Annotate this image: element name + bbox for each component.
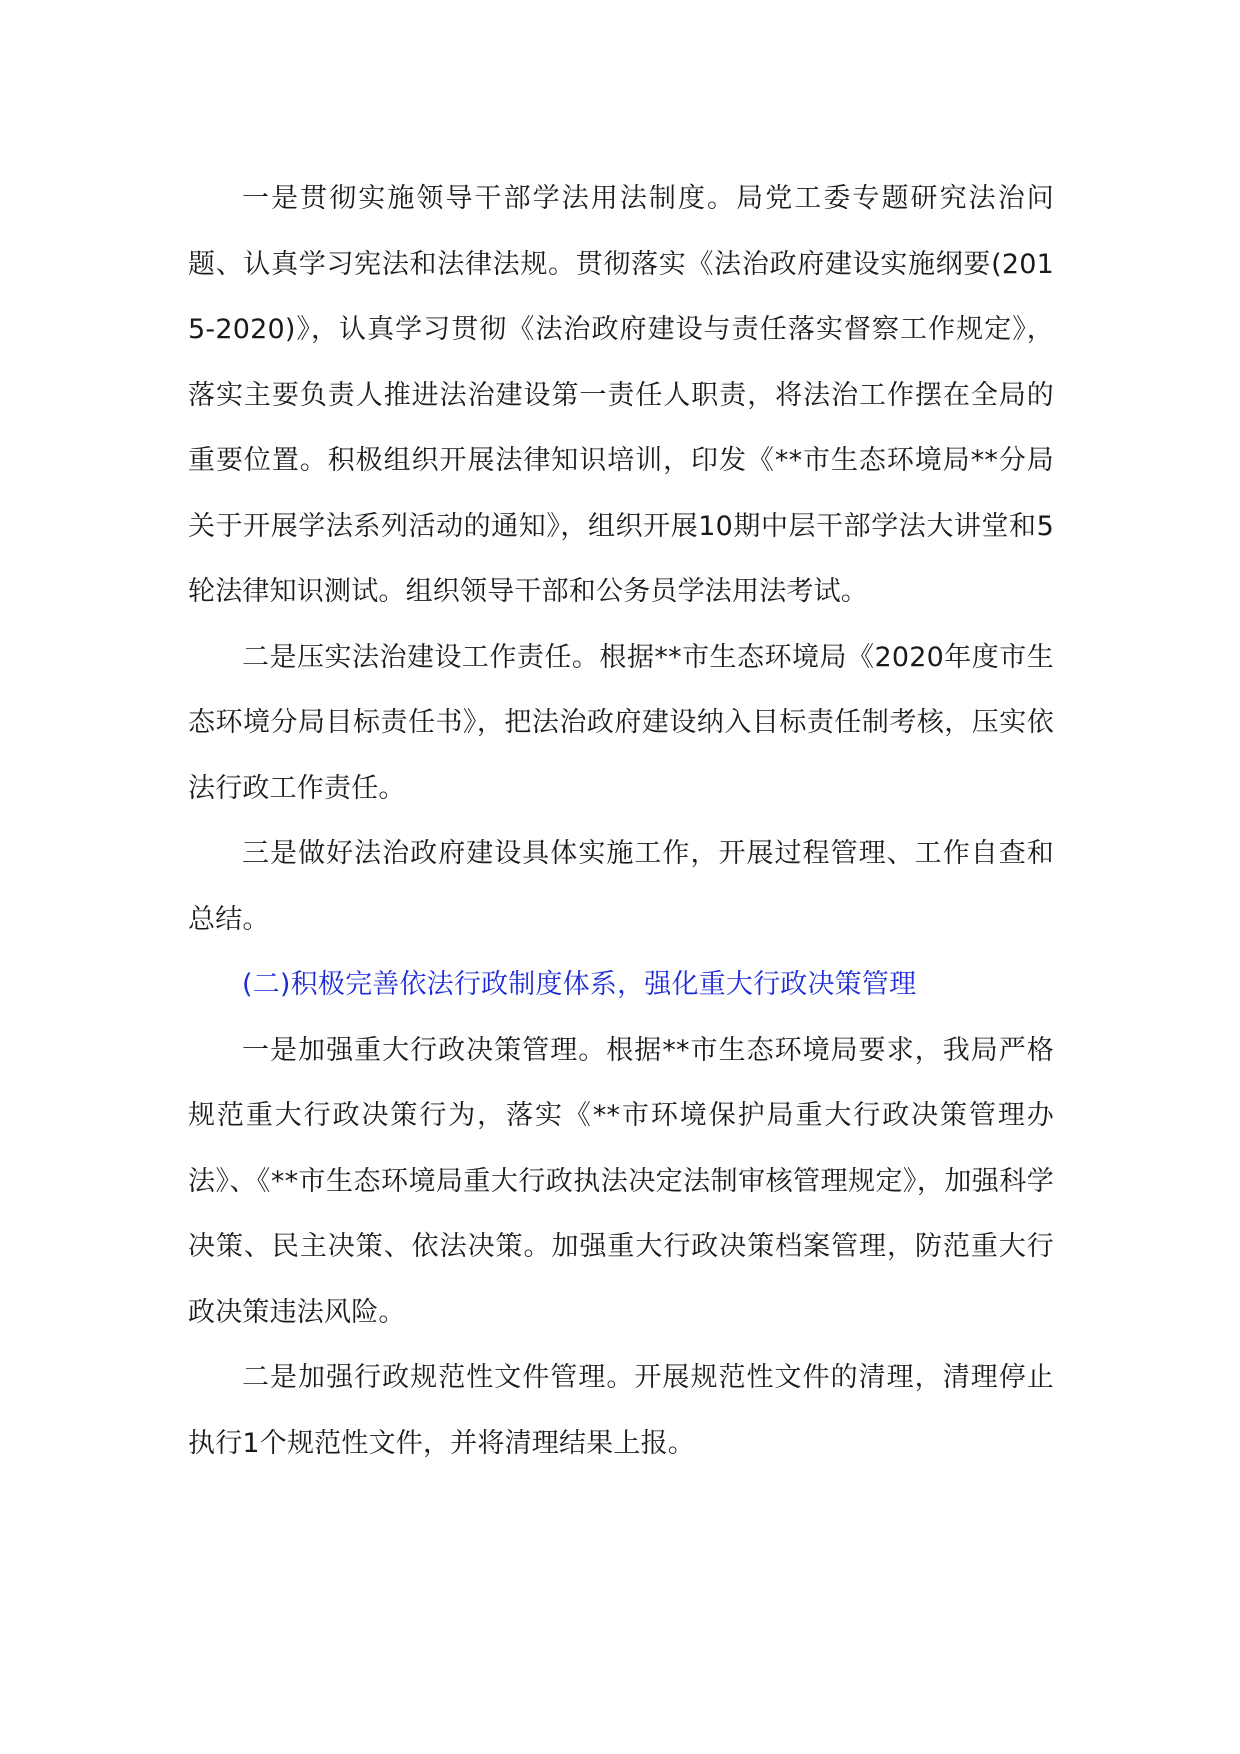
paragraph-law-responsibility: 二是压实法治建设工作责任。根据**市生态环境局《2020年度市生态环境分局目标责任书》，把法治政府建设纳入目标责任制考核，压实依法行政工作责任。 xyxy=(188,641,1054,804)
document-page xyxy=(188,166,1054,1476)
paragraph-normative-documents: 二是加强行政规范性文件管理。开展规范性文件的清理，清理停止执行1个规范性文件，并将清理结果上报。 xyxy=(188,1362,1054,1459)
paragraph-implementation-work: 三是做好法治政府建设具体实施工作，开展过程管理、工作自查和总结。 xyxy=(188,838,1054,935)
paragraph-major-decision-management: 一是加强重大行政决策管理。根据**市生态环境局要求，我局严格规范重大行政决策行为，落实《**市环境保护局重大行政决策管理办法》、《**市生态环境局重大行政执法决定法制审核管理规定》，加强科学决策、民主决策、依法决策。加强重大行政决策档案管理，防范重大行政决策违法风险。 xyxy=(188,1034,1054,1328)
section-heading-2: (二)积极完善依法行政制度体系，强化重大行政决策管理 xyxy=(242,969,917,1000)
paragraph-leader-study-law: 一是贯彻实施领导干部学法用法制度。局党工委专题研究法治问题、认真学习宪法和法律法规。贯彻落实《法治政府建设实施纲要(2015-2020)》，认真学习贯彻《法治政府建设与责任落实督察工作规定》，落实主要负责人推进法治建设第一责任人职责，将法治工作摆在全局的重要位置。积极组织开展法律知识培训，印发《**市生态环境局**分局关于开展学法系列活动的通知》，组织开展10期中层干部学法大讲堂和5轮法律知识测试。组织领导干部和公务员学法用法考试。 xyxy=(188,183,1054,607)
